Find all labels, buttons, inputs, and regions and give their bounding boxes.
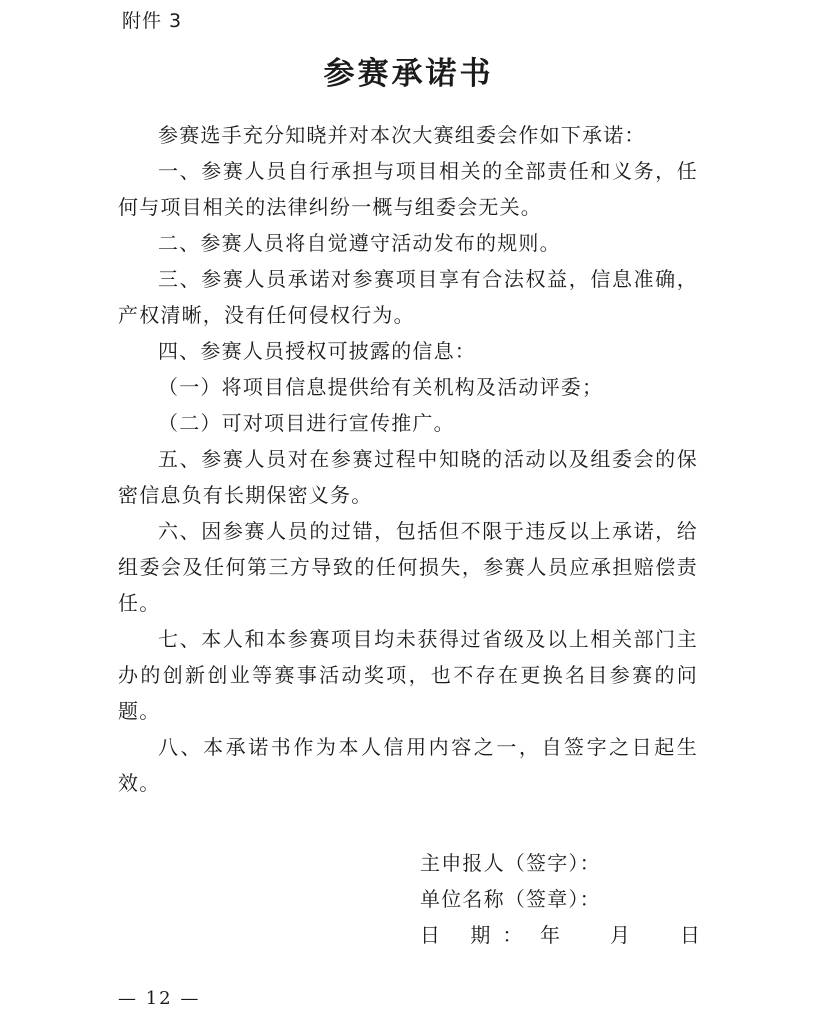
paragraph-item-6: 六、因参赛人员的过错，包括但不限于违反以上承诺，给组委会及任何第三方导致的任何损失，参赛人员应承担赔偿责任。 (118, 519, 698, 615)
date-month-label: 月 (610, 923, 632, 947)
paragraph-item-7: 七、本人和本参赛项目均未获得过省级及以上相关部门主办的创新创业等赛事活动奖项，也不存在更换名目参赛的问题。 (118, 627, 698, 723)
date-line (420, 917, 720, 953)
paragraph-item-2: 二、参赛人员将自觉遵守活动发布的规则。 (158, 231, 561, 255)
date-year-label: 年 (540, 923, 562, 947)
date-day-label: 日 (680, 923, 702, 947)
page-title: 参赛承诺书 (323, 56, 494, 92)
paragraph-item-4-sub-2: （二）可对项目进行宣传推广。 (158, 411, 455, 435)
page-number: — 12 — (118, 988, 201, 1009)
paragraph-item-8: 八、本承诺书作为本人信用内容之一，自签字之日起生效。 (118, 735, 698, 795)
attachment-label: 附件 3 (122, 10, 183, 32)
applicant-signature-line: 主申报人（签字）： (420, 851, 601, 875)
organization-seal-line: 单位名称（签章）： (420, 887, 601, 911)
paragraph-item-5: 五、参赛人员对在参赛过程中知晓的活动以及组委会的保密信息负有长期保密义务。 (118, 447, 698, 507)
paragraph-item-3: 三、参赛人员承诺对参赛项目享有合法权益，信息准确，产权清晰，没有任何侵权行为。 (118, 267, 698, 327)
paragraph-item-4-sub-1: （一）将项目信息提供给有关机构及活动评委； (158, 375, 604, 399)
date-label: 日 期： (420, 923, 535, 947)
document-body (118, 117, 698, 801)
paragraph-item-4: 四、参赛人员授权可披露的信息： (158, 339, 476, 363)
signature-block (420, 845, 720, 953)
paragraph-intro: 参赛选手充分知晓并对本次大赛组委会作如下承诺： (158, 123, 646, 147)
paragraph-item-1: 一、参赛人员自行承担与项目相关的全部责任和义务，任何与项目相关的法律纠纷一概与组委会无关。 (118, 159, 698, 219)
